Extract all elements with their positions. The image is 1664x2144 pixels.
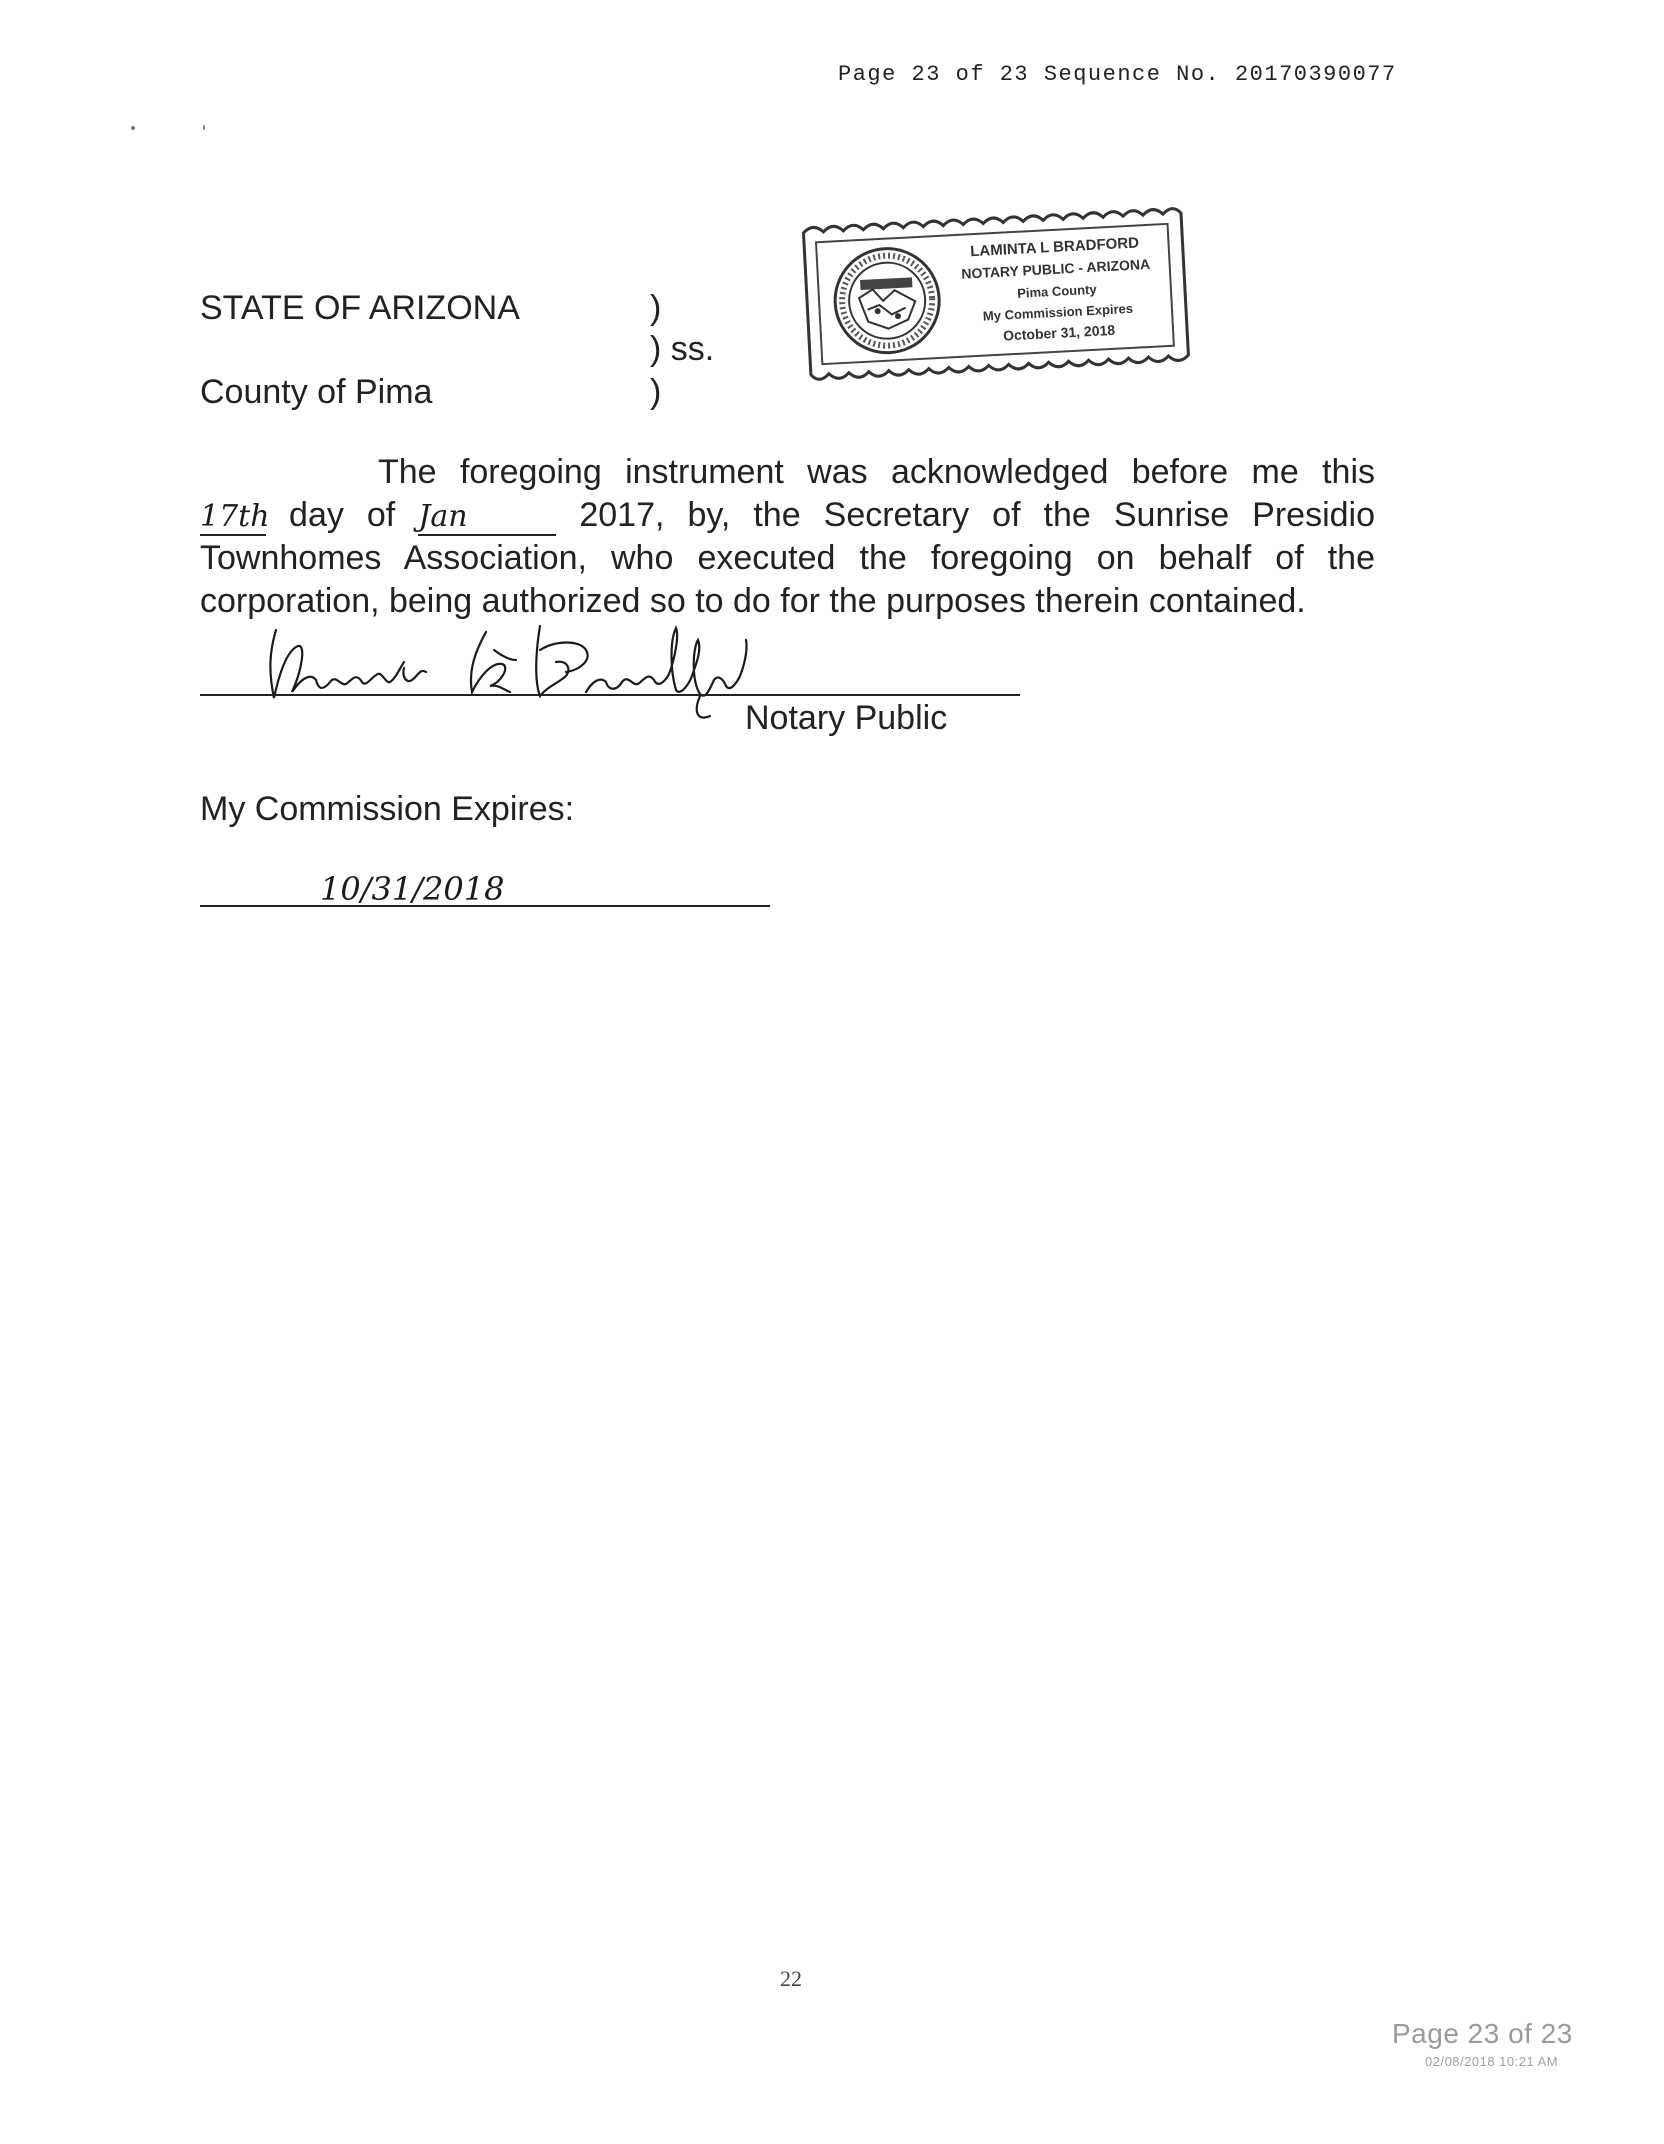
stamp-county: Pima County [1016,281,1097,301]
page-of-footer: Page 23 of 23 [1392,2018,1573,2049]
notary-signature [240,610,800,730]
stamp-name: LAMINTA L BRADFORD [969,234,1140,261]
commission-date-line [200,905,770,907]
notary-stamp [795,205,1195,385]
venue-paren: ) [650,289,662,327]
scan-speck [131,126,135,130]
signature-line [200,694,1020,696]
venue-state: STATE OF ARIZONA [200,289,520,327]
stamp-title: NOTARY PUBLIC - ARIZONA [960,255,1151,282]
acknowledgment-line-2-rest: 2017, by, the Secretary of the Sunrise Presidio [579,496,1376,534]
acknowledgment-line-2 [200,494,1375,537]
scan-speck [203,125,205,130]
page-number: 22 [780,1966,802,1991]
acknowledgment-line-1: The foregoing instrument was acknowledged before me this [378,453,1375,491]
recording-timestamp: 02/08/2018 10:21 AM [1425,2054,1559,2069]
handwritten-commission-date: 10/31/2018 [320,870,505,908]
acknowledgment-line-3: Townhomes Association, who executed the foregoing on behalf of the [200,539,1375,577]
stamp-commission-date: October 31, 2018 [1002,321,1116,344]
handwritten-month: Jan [418,500,556,536]
handwritten-day: 17th [200,499,270,534]
venue-county: County of Pima [200,373,433,411]
notary-public-label: Notary Public [745,699,948,737]
venue-ss: ) ss. [650,330,715,368]
arizona-seal-icon [832,246,941,355]
acknowledgment-line-4: corporation, being authorized so to do for the purposes therein contained. [200,582,1306,620]
venue-paren: ) [650,373,662,411]
stamp-commission-label: My Commission Expires [982,300,1134,324]
day-of-text: day of [289,496,396,534]
acknowledgment-paragraph [200,451,1375,623]
page-sequence-header: Page 23 of 23 Sequence No. 20170390077 [838,62,1397,87]
commission-expires-label: My Commission Expires: [200,790,575,828]
